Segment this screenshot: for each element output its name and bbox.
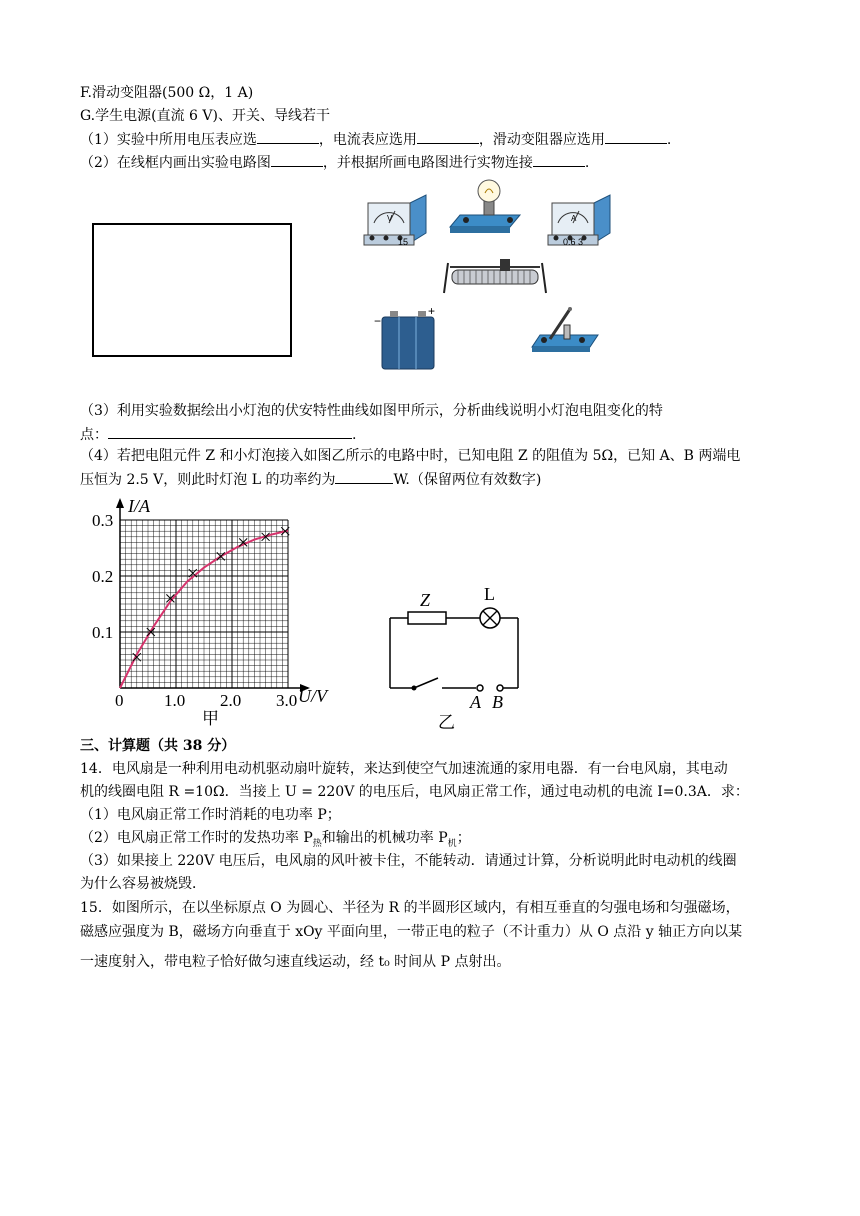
x-tick-label: 2.0 [220, 691, 242, 710]
label-b: B [492, 692, 503, 712]
x-axis-label: U/V [298, 686, 327, 706]
q13-part4-line2 [80, 469, 541, 490]
circuit-diagram [380, 580, 530, 730]
q14-l4-end: ； [456, 830, 471, 846]
p1-text-b: ，电流表应选用 [318, 132, 417, 148]
q14-line5: （3）如果接上 220V 电压后，电风扇的风叶被卡住，不能转动．请通过计算，分析说明此时电动机的线圈 [80, 853, 737, 869]
q14-line1: 14．电风扇是一种利用电动机驱动扇叶旋转，来达到使空气加速流通的家用电器．有一台电风扇，其电动 [80, 761, 728, 777]
y-tick-label: 0.3 [92, 511, 114, 530]
q15-line1: 15．如图所示，在以坐标原点 O 为圆心、半径为 R 的半圆形区域内，有相互垂直的匀强电场和匀强磁场， [80, 900, 740, 916]
label-z: Z [420, 590, 431, 610]
q14-sub-mech: 机 [447, 838, 457, 849]
item-f: F.滑动变阻器(500 Ω，1 A) [80, 85, 254, 101]
p1-text-a: （1）实验中所用电压表应选 [80, 132, 257, 148]
p2-text-b: ，并根据所画电路图进行实物连接 [322, 155, 533, 171]
terminal-b [497, 685, 503, 691]
ammeter-range: 0.6 3 [563, 237, 584, 247]
voltmeter-letter: V [387, 214, 393, 223]
rheostat-icon [444, 259, 546, 293]
q14-sub-heat: 热 [312, 838, 322, 849]
battery-icon [374, 304, 435, 369]
x-tick-label: 1.0 [164, 691, 186, 710]
battery-plus: + [428, 304, 436, 318]
graph-caption: 甲 [202, 709, 219, 729]
voltmeter-icon [364, 195, 426, 247]
q14-line6: 为什么容易被烧毁． [80, 876, 206, 892]
answer-blank-voltmeter[interactable] [257, 129, 319, 144]
q13-part2 [80, 152, 589, 173]
switch-icon [532, 307, 598, 352]
q15-line2: 磁感应强度为 B，磁场方向垂直于 xOy 平面向里，一带正电的粒子（不计重力）从 O 点沿 y 轴正方向以某 [80, 924, 743, 940]
ammeter-icon [548, 195, 610, 247]
section-heading: 三、计算题（共 38 分） [80, 738, 236, 754]
x-tick-label: 3.0 [276, 691, 298, 710]
x-tick-label: 0 [115, 691, 124, 710]
answer-blank-resistance-feature[interactable] [108, 424, 352, 439]
y-axis-arrow [116, 498, 124, 508]
p2-end: . [584, 155, 590, 171]
q14-line2: 机的线圈电阻 R =10Ω．当接上 U = 220V 的电压后，电风扇正常工作，通过电动机的电流 I=0.3A．求： [80, 784, 749, 800]
label-l: L [484, 584, 495, 604]
chart-grid [120, 520, 288, 688]
tick-labels [92, 511, 297, 710]
p2-text-a: （2）在线框内画出实验电路图 [80, 155, 271, 171]
q15-line3: 一速度射入，带电粒子恰好做匀速直线运动，经 t₀ 时间从 P 点射出。 [80, 954, 511, 970]
y-axis-label: I/A [128, 496, 150, 516]
circuit-drawing-box[interactable] [92, 223, 292, 357]
answer-blank-circuit[interactable] [271, 152, 323, 167]
bulb-icon [450, 180, 520, 233]
ammeter-letter: A [571, 214, 577, 223]
label-a: A [470, 692, 481, 712]
circuit-caption: 乙 [438, 713, 455, 730]
iv-curve-chart [80, 490, 350, 730]
q14-line3: （1）电风扇正常工作时消耗的电功率 P； [80, 807, 341, 823]
equipment-illustrations [360, 175, 620, 385]
q14-line4 [80, 828, 471, 854]
answer-blank-power[interactable] [335, 469, 393, 484]
q13-part4-line1: （4）若把电阻元件 Z 和小灯泡接入如图乙所示的电路中时，已知电阻 Z 的阻值为 5Ω，已知 A、B 两端电 [80, 448, 741, 464]
p4-text-b: 压恒为 2.5 V，则此时灯泡 L 的功率约为 [80, 472, 336, 488]
voltmeter-range: 15 [398, 237, 409, 247]
answer-blank-connection[interactable] [533, 152, 585, 167]
terminal-a [477, 685, 483, 691]
y-tick-label: 0.1 [92, 623, 114, 642]
p1-end: . [666, 132, 672, 148]
q13-part3-line2 [80, 424, 356, 445]
p3-end: . [352, 427, 357, 443]
battery-minus: − [374, 314, 382, 328]
switch-blade [414, 678, 438, 688]
p4-text-c: W.（保留两位有效数字) [393, 472, 542, 488]
resistor-z [408, 612, 446, 624]
y-tick-label: 0.2 [92, 567, 114, 586]
q13-part3-line1: （3）利用实验数据绘出小灯泡的伏安特性曲线如图甲所示，分析曲线说明小灯泡电阻变化的特 [80, 403, 663, 419]
q14-l4-a: （2）电风扇正常工作时的发热功率 P [80, 830, 313, 846]
answer-blank-rheostat[interactable] [605, 129, 667, 144]
q13-part1 [80, 129, 671, 150]
p3-prefix: 点： [80, 427, 108, 443]
answer-blank-ammeter[interactable] [417, 129, 479, 144]
p1-text-c: ，滑动变阻器应选用 [478, 132, 605, 148]
q14-l4-b: 和输出的机械功率 P [321, 830, 448, 846]
item-g: G.学生电源(直流 6 V)、开关、导线若干 [80, 108, 330, 124]
